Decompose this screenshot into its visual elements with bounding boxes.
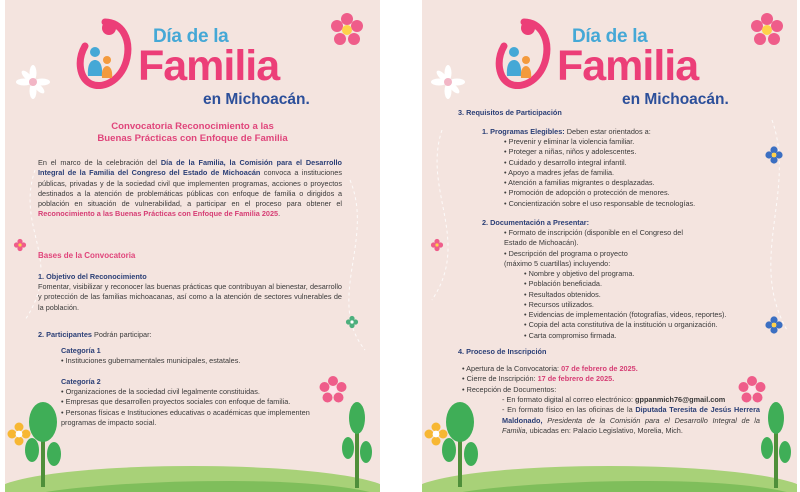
- page-2: [422, 0, 797, 492]
- intro-text-2: convoca a instituciones públicas, privadas y de la sociedad civil que implementen programas, acciones o proyectos destinados a la atención de problemáticas públicas con enfoque de familia o dirigidos a población en situación de vulnerabilidad, a participar en el proceso para obtener el: [38, 168, 342, 209]
- logo-line-3: en Michoacán.: [622, 91, 729, 108]
- documents-list: [504, 228, 764, 269]
- physical-line: [502, 405, 760, 436]
- blue-flower-icon: [764, 315, 784, 335]
- list-item: • Atención a familias migrantes o desplazadas.: [504, 178, 655, 188]
- logo: [422, 12, 797, 108]
- physical-text-2: , ubicadas en: Palacio Legislativo, Morelia, Mich.: [525, 425, 683, 435]
- list-item: • Resultados obtenidos.: [524, 289, 601, 299]
- closing-label: • Cierre de Inscripción:: [462, 374, 538, 384]
- section-1-heading: 1. Objetivo del Reconocimiento: [38, 272, 147, 281]
- list-item: • Proteger a niñas, niños y adolescentes.: [504, 147, 637, 157]
- opening-date: 07 de febrero de 2025.: [561, 364, 638, 373]
- intro-bold-1: Día de la Familia, la Comisión para el Desarrollo Integral de la Familia del Congreso del Estado de Michoacán: [38, 158, 343, 178]
- list-item: [462, 374, 762, 384]
- title-line-1: Convocatoria Reconocimiento a las: [111, 121, 274, 132]
- small-pink-flower-icon: [13, 238, 27, 252]
- list-item: • Concientización sobre el uso responsable de tecnologías.: [504, 198, 696, 208]
- description-sublist: [524, 269, 764, 341]
- category-1-heading: Categoría 1: [61, 346, 101, 355]
- section-1-text: Fomentar, visibilizar y reconocer las buenas prácticas que contribuyan al bienestar, desarrollo y protección de las familias michoacanas, así como a la atención de sectores vulnerables de la población.: [38, 282, 342, 312]
- email-label: - En formato digital al correo electrónico:: [502, 395, 636, 404]
- list-item: • Descripción del programa o proyecto: [504, 248, 628, 258]
- list-item: • Formato de inscripción (disponible en el Congreso del: [504, 228, 683, 237]
- list-item: • Carta compromiso firmada.: [524, 330, 617, 340]
- list-item: • Nombre y objetivo del programa.: [524, 269, 635, 278]
- family-logo-icon: [494, 16, 554, 96]
- list-item: • Cuidado y desarrollo integral infantil.: [504, 157, 627, 167]
- page-title: [25, 121, 360, 145]
- logo-line-1: Día de la: [153, 26, 229, 47]
- small-pink-flower-icon: [430, 238, 444, 252]
- logo-line-1: Día de la: [572, 26, 648, 47]
- title-line-2: Buenas Prácticas con Enfoque de Familia: [97, 133, 288, 144]
- intro-text-3: .: [278, 209, 281, 219]
- section-3-heading: 3. Requisitos de Participación: [458, 108, 562, 117]
- email-line: [502, 395, 760, 405]
- blue-flower-icon: [764, 145, 784, 165]
- list-item: Estado de Michoacán).: [504, 238, 579, 248]
- eligible-programs-list: [504, 137, 764, 209]
- family-logo-icon: [75, 16, 135, 96]
- logo-line-2: Familia: [557, 42, 699, 90]
- page-1: [5, 0, 380, 492]
- section-2-tail: Podrán participar:: [91, 330, 152, 339]
- yellow-flower-icon: [422, 420, 452, 450]
- list-item: • Evidencias de implementación (fotografías, videos, reportes).: [524, 310, 727, 320]
- tree-right-icon: [760, 400, 792, 488]
- list-item: • Instituciones gubernamentales municipales, estatales.: [61, 356, 241, 365]
- list-item: (máximo 5 cuartillas) incluyendo:: [504, 258, 611, 268]
- list-item: • Apoyo a madres jefas de familia.: [504, 167, 615, 177]
- intro-text-1: En el marco de la celebración del: [38, 158, 161, 167]
- section-3-1-tail: Deben estar orientados a:: [564, 127, 651, 136]
- yellow-flower-icon: [5, 420, 35, 450]
- list-item: • Personas físicas e Instituciones educativas o académicas que implementen programas de impacto social.: [61, 407, 310, 427]
- category-2-list: [61, 387, 323, 428]
- physical-name: Diputada Teresita de Jesús Herrera Maldonado,: [502, 405, 760, 425]
- category-2-heading: Categoría 2: [61, 377, 101, 386]
- logo: [5, 12, 380, 108]
- closing-date: 17 de febrero de 2025.: [537, 374, 615, 384]
- intro-paragraph: [38, 158, 342, 220]
- reception-details: [502, 395, 760, 436]
- list-item: • Empresas que desarrollen proyectos sociales con enfoque de familia.: [61, 397, 291, 407]
- list-item: • Promoción de adopción o protección de menores.: [504, 188, 670, 198]
- logo-line-3: en Michoacán.: [203, 91, 310, 108]
- section-2-heading: [38, 330, 152, 340]
- physical-role: Presidenta de la Comisión para el Desarrollo Integral de la Familia: [502, 415, 760, 435]
- section-3-1-title: 1. Programas Elegibles:: [482, 127, 565, 136]
- list-item: • Recepción de Documentos:: [462, 384, 557, 394]
- green-flower-icon: [345, 315, 359, 329]
- physical-text-1: - En formato físico en las oficinas de la: [502, 405, 636, 415]
- section-2-title: 2. Participantes: [38, 330, 92, 339]
- section-3-2-heading: 2. Documentación a Presentar:: [482, 218, 590, 227]
- list-item: • Recursos utilizados.: [524, 299, 594, 309]
- bases-heading: Bases de la Convocatoria: [38, 251, 136, 260]
- intro-highlight: Reconocimiento a las Buenas Prácticas con Enfoque de Familia 2025: [38, 209, 279, 219]
- inscription-list: [462, 364, 762, 395]
- section-4-heading: 4. Proceso de Inscripción: [458, 347, 547, 356]
- email-address[interactable]: gppanmich76@gmail.com: [635, 395, 726, 404]
- list-item: [462, 364, 762, 374]
- opening-label: • Apertura de la Convocatoria:: [462, 364, 562, 373]
- list-item: • Organizaciones de la sociedad civil legalmente constituidas.: [61, 387, 260, 396]
- list-item: • Prevenir y eliminar la violencia familiar.: [504, 137, 635, 146]
- category-1-list: [61, 356, 331, 366]
- list-item: • Población beneficiada.: [524, 279, 603, 289]
- logo-line-2: Familia: [138, 42, 280, 90]
- list-item: • Copia del acta constitutiva de la institución u organización.: [524, 320, 718, 330]
- section-3-1-heading: [482, 127, 651, 137]
